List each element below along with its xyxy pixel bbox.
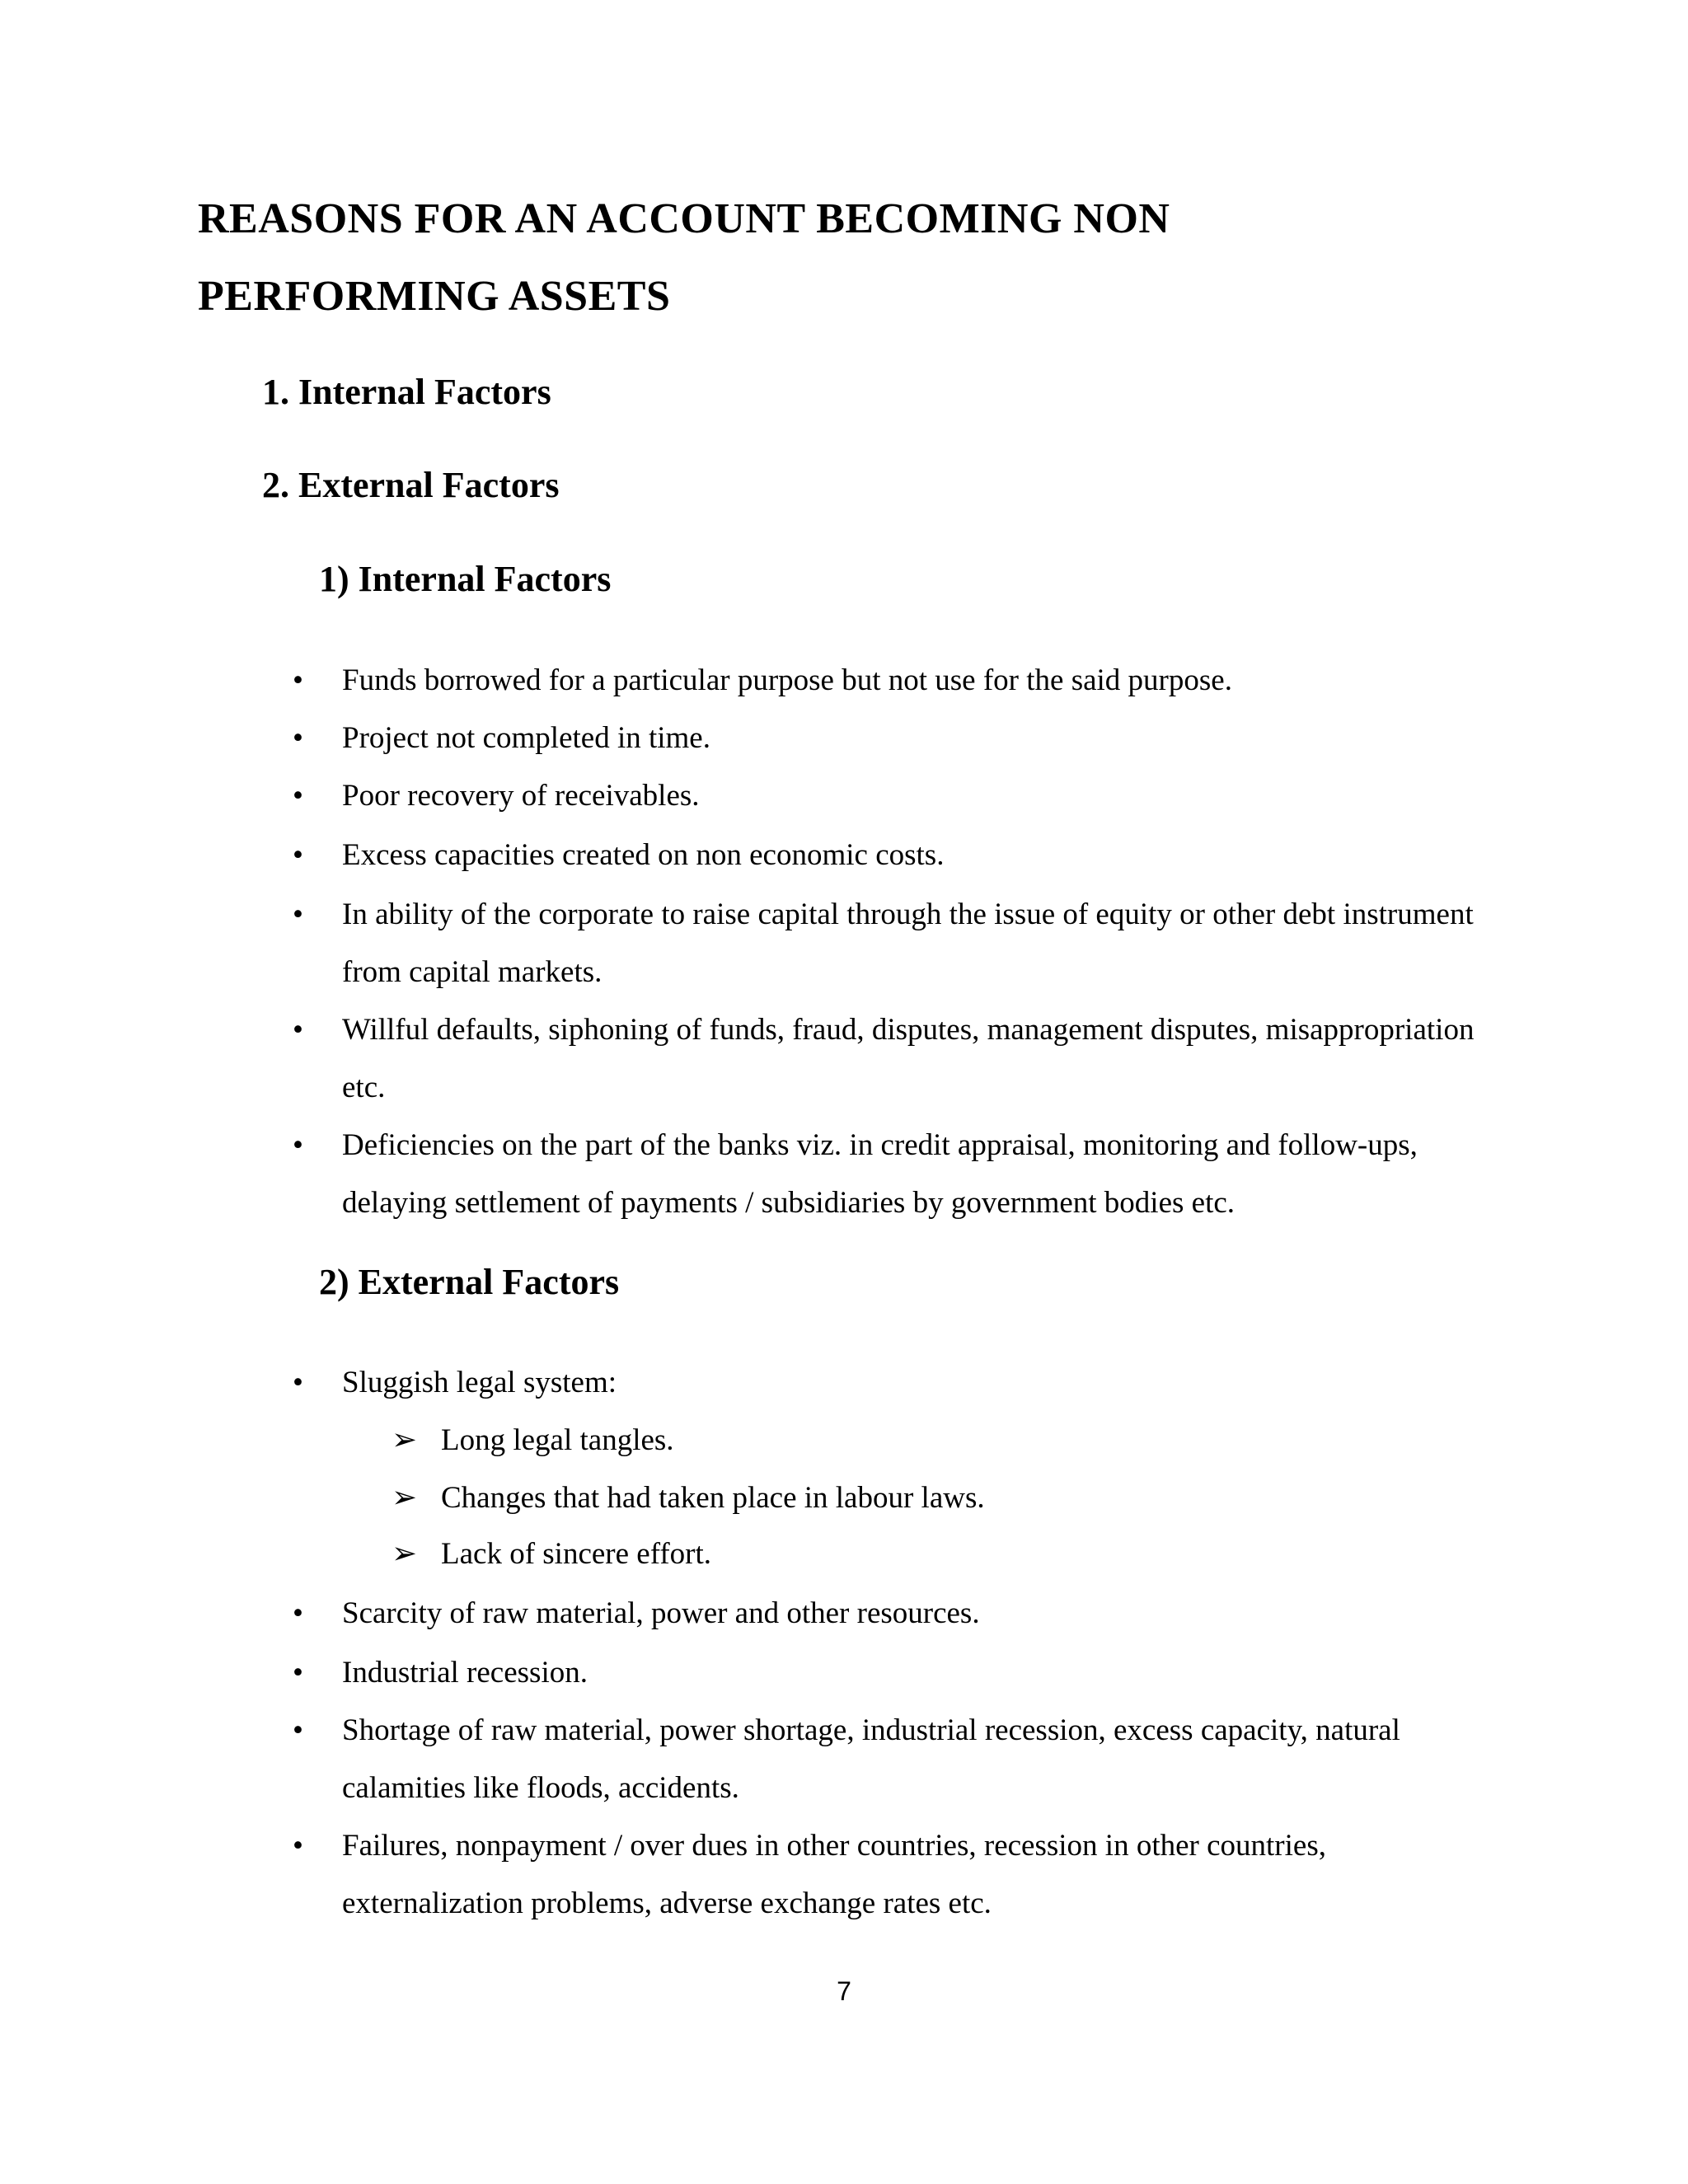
list-item-text: Failures, nonpayment / over dues in other countries, recession in other countries, externalization problems, adverse exchange rates etc.	[342, 1829, 1326, 1920]
list-item	[293, 1644, 1488, 1702]
bullet-icon: •	[293, 779, 303, 813]
bullet-icon: •	[293, 1713, 303, 1747]
list-item-text: In ability of the corporate to raise capital through the issue of equity or other debt instrument from capital markets.	[342, 898, 1474, 989]
bullet-icon: •	[293, 1366, 303, 1399]
bullet-icon: •	[293, 1013, 303, 1047]
list-item	[293, 827, 1488, 884]
bullet-icon: •	[293, 1829, 303, 1863]
list-item-text: Willful defaults, siphoning of funds, fraud, disputes, management disputes, misappropriation etc.	[342, 1013, 1475, 1104]
list-item	[293, 1001, 1488, 1117]
list-item	[293, 652, 1488, 710]
sub-list-item-text: Changes that had taken place in labour laws.	[441, 1481, 985, 1515]
sub-list-item	[392, 1412, 674, 1469]
list-item-text: Funds borrowed for a particular purpose but not use for the said purpose.	[342, 663, 1232, 697]
page-title-line-1: REASONS FOR AN ACCOUNT BECOMING NON	[198, 195, 1170, 242]
bullet-icon: •	[293, 1656, 303, 1690]
list-item-text: Project not completed in time.	[342, 721, 710, 755]
bullet-icon: •	[293, 898, 303, 931]
page-number: 7	[837, 1976, 851, 2006]
bullet-icon: •	[293, 721, 303, 755]
list-item-text: Deficiencies on the part of the banks viz. in credit appraisal, monitoring and follow-ups, delaying settlement of payments / subsidiaries by government bodies etc.	[342, 1128, 1418, 1220]
list-item	[293, 1354, 1488, 1412]
list-item-text: Excess capacities created on non economic costs.	[342, 838, 945, 872]
page-title-line-2: PERFORMING ASSETS	[198, 273, 671, 320]
arrow-bullet-icon: ➢	[392, 1423, 418, 1457]
bullet-icon: •	[293, 663, 303, 697]
external-factors-heading: 2) External Factors	[319, 1262, 620, 1302]
arrow-bullet-icon: ➢	[392, 1481, 418, 1515]
internal-factors-heading: 1) Internal Factors	[319, 559, 612, 599]
sub-list-item-text: Long legal tangles.	[441, 1423, 674, 1457]
list-item-text: Sluggish legal system:	[342, 1366, 617, 1399]
overview-number: 1.	[262, 372, 289, 412]
overview-number: 2.	[262, 465, 289, 505]
list-item	[293, 710, 1488, 767]
arrow-bullet-icon: ➢	[392, 1537, 418, 1571]
list-item	[293, 1585, 1488, 1643]
list-item-text: Shortage of raw material, power shortage, industrial recession, excess capacity, natural calamities like floods, accidents.	[342, 1713, 1400, 1805]
list-item	[293, 767, 1488, 825]
sub-list-item-text: Lack of sincere effort.	[441, 1537, 712, 1571]
overview-label: Internal Factors	[298, 372, 551, 412]
list-item	[293, 886, 1488, 1001]
list-item	[293, 1817, 1488, 1933]
sub-list-item	[392, 1526, 711, 1583]
overview-item-internal	[262, 371, 551, 413]
list-item	[293, 1117, 1488, 1232]
bullet-icon: •	[293, 1596, 303, 1630]
list-item	[293, 1702, 1488, 1817]
list-item-text: Poor recovery of receivables.	[342, 779, 700, 813]
list-item-text: Industrial recession.	[342, 1656, 588, 1690]
bullet-icon: •	[293, 1128, 303, 1162]
overview-item-external	[262, 464, 559, 506]
overview-label: External Factors	[298, 465, 560, 505]
sub-list-item	[392, 1469, 985, 1527]
bullet-icon: •	[293, 838, 303, 872]
list-item-text: Scarcity of raw material, power and other resources.	[342, 1596, 980, 1630]
